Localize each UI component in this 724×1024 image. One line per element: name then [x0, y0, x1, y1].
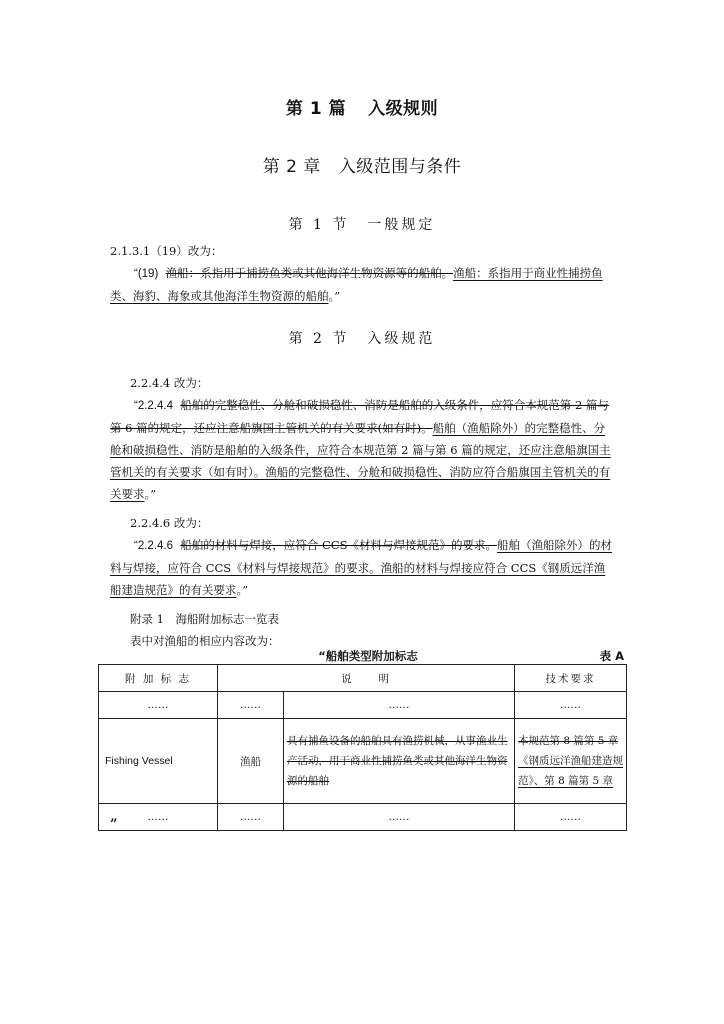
part-title: 入级规则 [368, 99, 439, 119]
deleted-text: 具有捕鱼设备的船舶具有渔捞机械，从事渔业生产活动，用于商业性捕捞鱼类或其他海洋生物资源的船舶 [287, 735, 508, 787]
table-cell: …… [284, 804, 515, 831]
table-header-row [99, 665, 627, 692]
notation-table [98, 664, 627, 831]
amendment-text [110, 262, 616, 307]
appendix-note [110, 608, 616, 652]
amendment-text [110, 394, 616, 505]
amendment-text [110, 534, 616, 601]
header-notation: 附 加 标 志 [99, 665, 218, 692]
requirements-cell [515, 719, 627, 804]
chapter-heading [0, 152, 724, 177]
table-row [99, 804, 627, 831]
table-cell: …… [515, 692, 627, 719]
table-cell: …… [218, 692, 284, 719]
closing-quote: ” [110, 817, 118, 832]
quote-close: 。” [236, 583, 249, 597]
section-1-title: 一般规定 [367, 217, 436, 233]
inserted-text: 渔船：系指用于商业性捕捞鱼类、海豹、海象或其他海洋生物资源的船舶 [110, 266, 603, 303]
quote-open: “2.2.4.6 [134, 540, 173, 552]
description-cell [284, 719, 515, 804]
quote-open: “2.2.4.4 [134, 400, 173, 412]
deleted-text: 渔船：系指用于捕捞鱼类或其他海洋生物资源等的船舶。 [165, 266, 454, 280]
section-2-title: 入级规范 [367, 331, 436, 347]
amendment-ref: 2.2.4.6 改为： [130, 516, 209, 530]
amendment-2-2-4-6 [110, 512, 616, 601]
inserted-text: 船舶（渔船除外）的材料与焊接，应符合 CCS《材料与焊接规范》的要求。渔船的材料与焊接应符合 CCS《钢质远洋渔船建造规范》的有关要求 [110, 538, 612, 597]
deleted-text: 船舶的材料与焊接，应符合 CCS《材料与焊接规范》的要求。 [180, 538, 497, 552]
quote-close: 。” [328, 289, 341, 303]
header-requirements: 技术要求 [515, 665, 627, 692]
deleted-text: 本规范第 8 篇第 5 章 [518, 735, 619, 747]
table-row [99, 692, 627, 719]
section-1-heading [0, 214, 724, 234]
amendment-2-2-4-4 [110, 372, 616, 505]
deleted-text: 船舶的完整稳性、分舱和破损稳性、消防是船舶的入级条件，应符合本规范第 2 篇与第 6 篇的规定，还应注意船旗国主管机关的有关要求(如有时)。 [110, 398, 609, 435]
table-title: “船舶类型附加标志 [318, 649, 418, 663]
table-cell: …… [515, 804, 627, 831]
table-row-fishing-vessel [99, 719, 627, 804]
amendment-ref: 2.1.3.1（19）改为： [110, 244, 223, 258]
section-2-number: 第 2 节 [288, 331, 350, 347]
appendix-instruction: 表中对渔船的相应内容改为： [130, 634, 280, 648]
inserted-text: 《钢质远洋渔船建造规范》、第 8 篇第 5 章 [518, 755, 623, 787]
amendment-ref: 2.2.4.4 改为： [130, 376, 209, 390]
table-number: 表 A [599, 649, 624, 663]
table-cell: …… [99, 692, 218, 719]
notation-cell: Fishing Vessel [99, 719, 218, 804]
type-cell: 渔船 [218, 719, 284, 804]
part-heading [0, 94, 724, 119]
section-2-heading [0, 328, 724, 348]
inserted-text: 船舶（渔船除外）的完整稳性、分舱和破损稳性、消防是船舶的入级条件，应符合本规范第 2 篇与第 6 篇的规定，还应注意船旗国主管机关的有关要求（如有时）。渔船的完整稳性、分舱和破损稳性、消防应符合船旗国主管机关的有关要求 [110, 421, 611, 501]
table-cell: …… [99, 804, 218, 831]
quote-close: 。” [144, 487, 157, 501]
quote-open: “(19) [134, 268, 159, 280]
amendment-2-1-3-1 [110, 240, 616, 307]
section-1-number: 第 1 节 [288, 217, 350, 233]
part-number: 第 1 篇 [285, 99, 347, 119]
chapter-title: 入级范围与条件 [338, 157, 462, 177]
appendix-title: 附录 1 海船附加标志一览表 [130, 612, 279, 626]
table-cell: …… [218, 804, 284, 831]
header-description: 说 明 [218, 665, 515, 692]
table-cell: …… [284, 692, 515, 719]
chapter-number: 第 2 章 [262, 157, 321, 177]
